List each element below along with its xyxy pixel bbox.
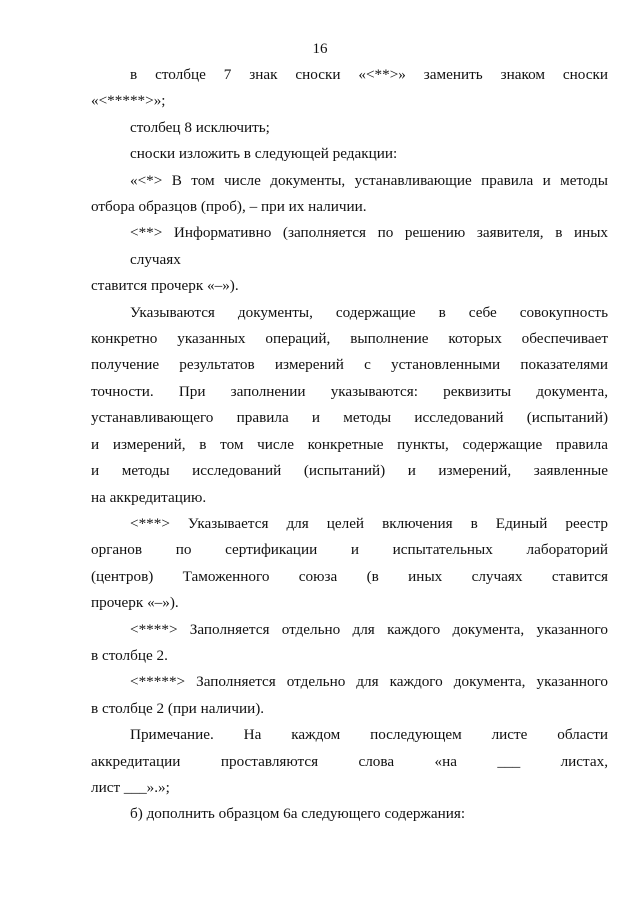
paragraph-line: ставится прочерк «–»). (91, 277, 239, 295)
paragraph-line: сноски изложить в следующей редакции: (130, 145, 398, 163)
paragraph-line: и измерений, в том числе конкретные пункты, содержащие правила (91, 435, 608, 453)
paragraph-line: на аккредитацию. (91, 488, 207, 506)
paragraph-line: прочерк «–»). (91, 594, 179, 612)
paragraph-line: конкретно указанных операций, выполнение которых обеспечивает (91, 330, 608, 348)
footnote-5 (91, 669, 608, 722)
document-body (91, 62, 608, 828)
paragraph-line: и методы исследований (испытаний) и измерений, заявленные (91, 462, 608, 480)
paragraph-line: в столбце 2 (при наличии). (91, 699, 265, 717)
paragraph-line: получение результатов измерений с установленными показателями (91, 356, 608, 374)
paragraph-line: «<*****>»; (91, 92, 166, 110)
paragraph-line: лист ___».»; (91, 778, 170, 796)
paragraph-line: отбора образцов (проб), – при их наличии. (91, 198, 367, 216)
footnote-2-details (91, 300, 608, 511)
paragraph-footnotes-intro (91, 141, 608, 167)
paragraph-line: <**> Информативно (заполняется по решению заявителя, в иных случаях (130, 224, 608, 268)
paragraph-line: органов по сертификации и испытательных лабораторий (91, 541, 608, 559)
paragraph-add-sample (91, 801, 608, 827)
paragraph-line: аккредитации проставляются слова «на ___ листах, (91, 752, 608, 770)
paragraph-line: «<*> В том числе документы, устанавливающие правила и методы (130, 171, 608, 189)
footnote-4 (91, 617, 608, 670)
paragraph-line: Примечание. На каждом последующем листе области (130, 726, 608, 744)
paragraph-column-7-footnote (91, 62, 608, 115)
note-paragraph (91, 722, 608, 801)
footnote-2 (91, 220, 608, 299)
paragraph-line: в столбце 2. (91, 646, 168, 664)
footnote-3 (91, 511, 608, 617)
paragraph-line: б) дополнить образцом 6а следующего содержания: (130, 805, 466, 823)
paragraph-line: <****> Заполняется отдельно для каждого документа, указанного (130, 620, 608, 638)
paragraph-line: (центров) Таможенного союза (в иных случаях ставится (91, 567, 608, 585)
paragraph-line: точности. При заполнении указываются: реквизиты документа, (91, 382, 608, 400)
paragraph-line: <***> Указывается для целей включения в Единый реестр (130, 514, 608, 532)
paragraph-column-8-exclude (91, 115, 608, 141)
paragraph-line: <*****> Заполняется отдельно для каждого документа, указанного (130, 673, 608, 691)
paragraph-line: устанавливающего правила и методы исследований (испытаний) (91, 409, 608, 427)
paragraph-line: столбец 8 исключить; (130, 118, 270, 136)
paragraph-line: Указываются документы, содержащие в себе совокупность (130, 303, 608, 321)
footnote-1 (91, 168, 608, 221)
paragraph-line: в столбце 7 знак сноски «<**>» заменить знаком сноски (130, 66, 608, 83)
page-number: 16 (312, 41, 328, 57)
